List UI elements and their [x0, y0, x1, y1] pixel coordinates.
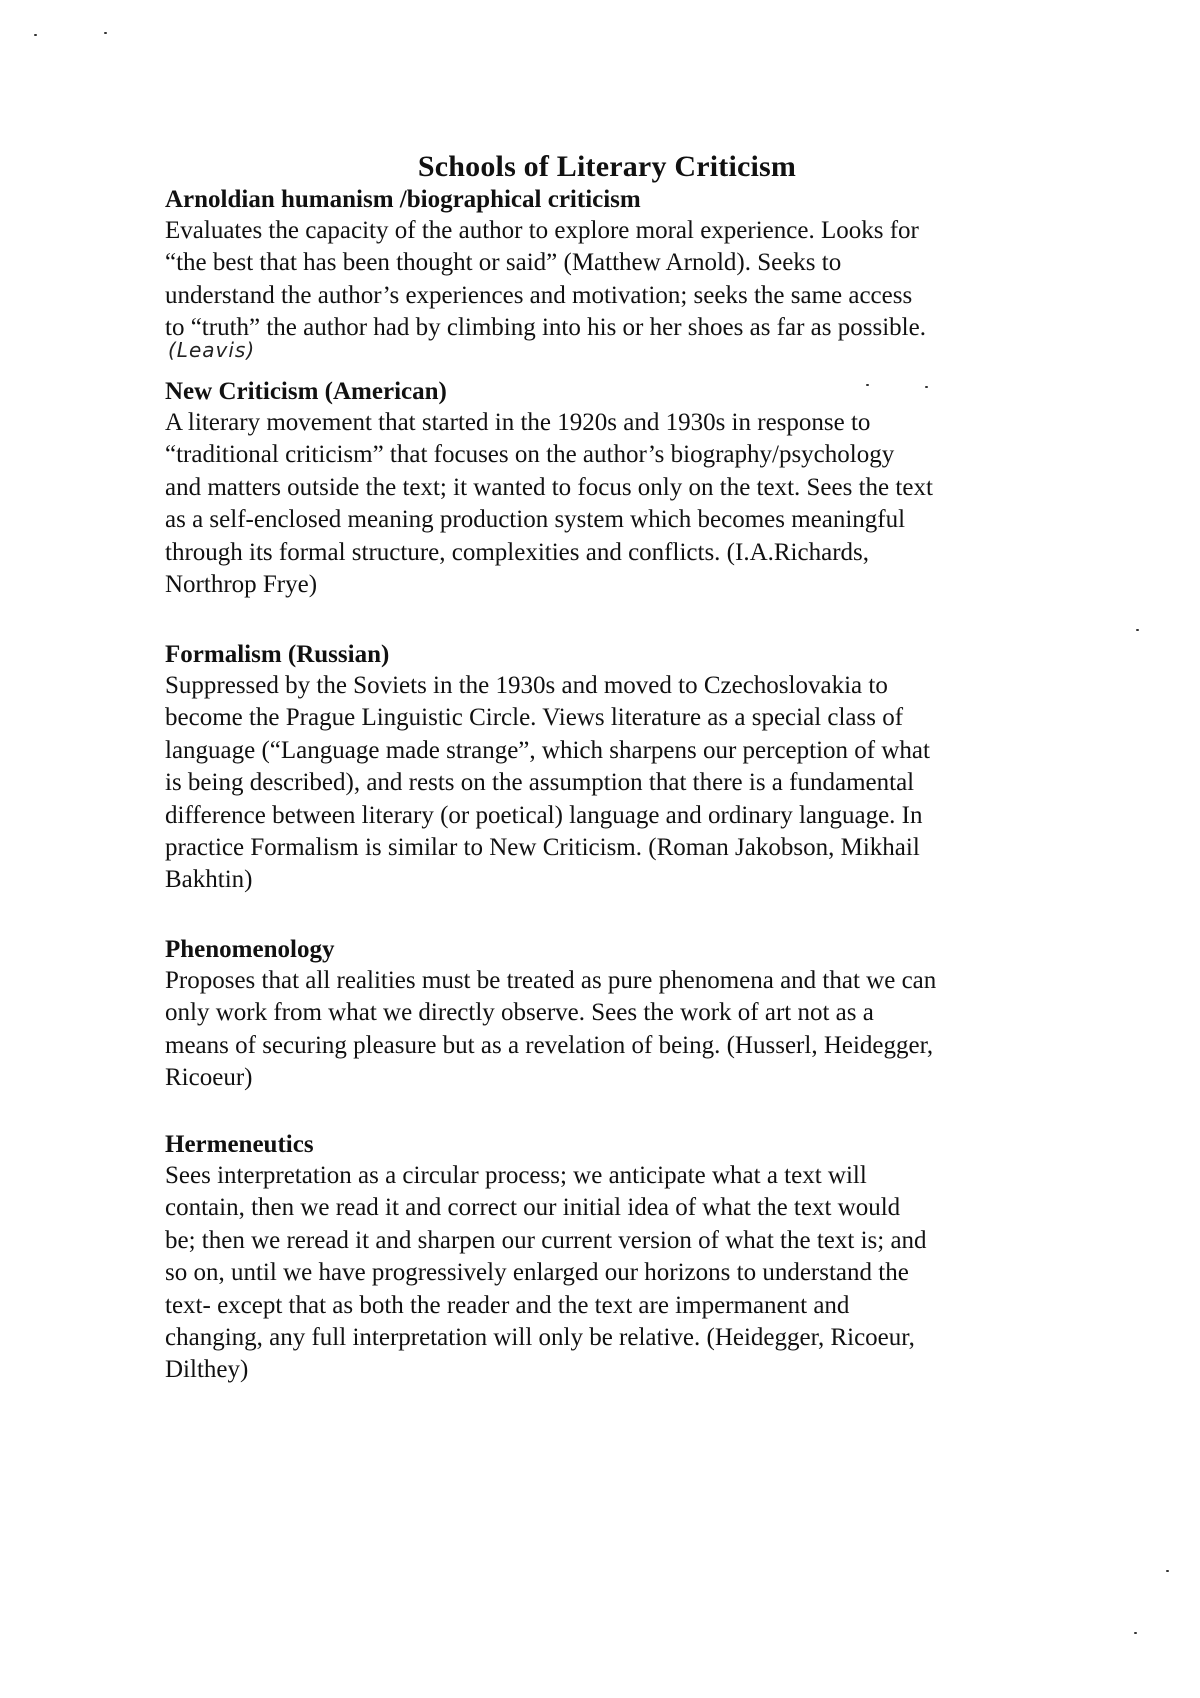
section-heading: Phenomenology	[165, 936, 335, 963]
body-line: become the Prague Linguistic Circle. Views literature as a special class of	[165, 704, 904, 732]
body-line: Sees interpretation as a circular process; we anticipate what a text will	[165, 1162, 867, 1189]
page-title: Schools of Literary Criticism	[417, 150, 797, 183]
section-hermeneutics	[165, 1130, 1045, 1387]
section-phenomenology	[165, 935, 1045, 1095]
body-line: Proposes that all realities must be treated as pure phenomena and that we can	[165, 967, 937, 994]
section-new-criticism	[165, 377, 1045, 601]
body-line: Ricoeur)	[165, 1064, 253, 1092]
body-line: A literary movement that started in the 1920s and 1930s in response to	[165, 409, 871, 436]
body-line: contain, then we read it and correct our initial idea of what the text would	[165, 1194, 901, 1222]
body-line: language (“Language made strange”, which sharpens our perception of what	[165, 736, 930, 764]
section-body	[165, 1160, 1045, 1387]
body-line: as a self-enclosed meaning production system which becomes meaningful	[165, 506, 906, 534]
body-line: changing, any full interpretation will only be relative. (Heidegger, Ricoeur,	[165, 1324, 915, 1352]
section-heading: New Criticism (American)	[165, 378, 447, 405]
body-line: Northrop Frye)	[165, 571, 318, 599]
section-body	[165, 407, 1045, 601]
body-line: is being described), and rests on the assumption that there is a fundamental	[165, 769, 915, 797]
body-line: difference between literary (or poetical) language and ordinary language. In	[165, 801, 923, 829]
body-line: “the best that has been thought or said” (Matthew Arnold). Seeks to	[165, 249, 842, 277]
handwritten-note: (Leavis)	[168, 338, 256, 362]
body-line: to “truth” the author had by climbing into his or her shoes as far as possible.	[165, 314, 926, 342]
body-line: through its formal structure, complexities and conflicts. (I.A.Richards,	[165, 538, 869, 566]
body-line: only work from what we directly observe. Sees the work of art not as a	[165, 999, 874, 1027]
section-heading: Formalism (Russian)	[165, 641, 390, 668]
section-body	[165, 670, 1045, 897]
scan-speck	[104, 32, 107, 34]
body-line: Dilthey)	[165, 1356, 249, 1384]
section-body	[165, 215, 1045, 345]
body-line: Bakhtin)	[165, 866, 253, 894]
body-line: means of securing pleasure but as a revelation of being. (Husserl, Heidegger,	[165, 1031, 934, 1059]
section-heading: Hermeneutics	[165, 1131, 314, 1158]
body-line: be; then we reread it and sharpen our current version of what the text is; and	[165, 1226, 927, 1254]
section-arnoldian-humanism	[165, 185, 1045, 345]
body-line: Suppressed by the Soviets in the 1930s and moved to Czechoslovakia to	[165, 672, 888, 699]
body-line: so on, until we have progressively enlarged our horizons to understand the	[165, 1259, 909, 1287]
scan-speck	[1134, 1632, 1137, 1634]
section-formalism	[165, 640, 1045, 897]
body-line: “traditional criticism” that focuses on the author’s biography/psychology	[165, 441, 895, 469]
scan-speck	[1166, 1570, 1169, 1572]
scan-speck	[34, 34, 37, 36]
body-line: and matters outside the text; it wanted to focus only on the text. Sees the text	[165, 473, 933, 501]
body-line: Evaluates the capacity of the author to explore moral experience. Looks for	[165, 217, 919, 244]
section-heading: Arnoldian humanism /biographical criticism	[165, 186, 641, 213]
body-line: understand the author’s experiences and motivation; seeks the same access	[165, 281, 913, 309]
body-line: practice Formalism is similar to New Criticism. (Roman Jakobson, Mikhail	[165, 834, 920, 862]
section-body	[165, 965, 1045, 1095]
body-line: text- except that as both the reader and the text are impermanent and	[165, 1291, 850, 1319]
scan-speck	[1136, 629, 1139, 631]
